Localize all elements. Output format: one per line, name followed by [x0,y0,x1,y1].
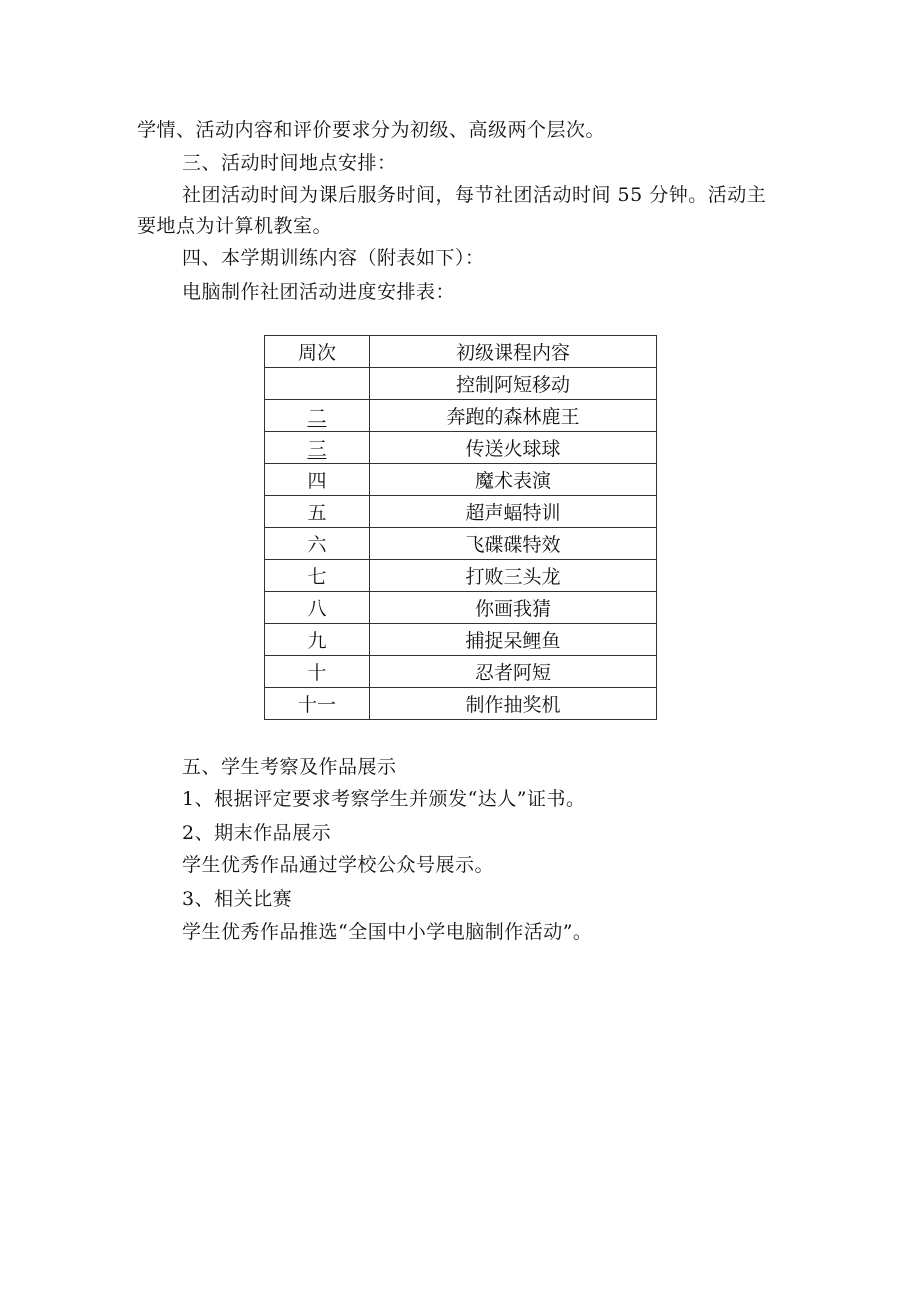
week-cell: 八 [265,592,370,624]
paragraph-time-line2: 要地点为计算机教室。 [137,215,333,237]
section-3-heading: 三、活动时间地点安排： [182,152,397,174]
content-cell: 奔跑的森林鹿王 [370,400,657,432]
week-cell: 五 [265,496,370,528]
table-caption: 电脑制作社团活动进度安排表： [182,281,456,303]
content-cell: 传送火球球 [370,432,657,464]
schedule-table [264,335,657,720]
paragraph-levels: 学情、活动内容和评价要求分为初级、高级两个层次。 [137,119,606,141]
week-cell [265,368,370,400]
content-cell: 捕捉呆鲤鱼 [370,624,657,656]
section-5-item-3-text: 学生优秀作品推选“全国中小学电脑制作活动”。 [182,921,593,943]
content-cell: 你画我猜 [370,592,657,624]
week-cell: 四 [265,464,370,496]
week-cell: 六 [265,528,370,560]
header-content: 初级课程内容 [370,336,657,368]
section-5-item-2-text: 学生优秀作品通过学校公众号展示。 [182,854,495,876]
week-cell: 九 [265,624,370,656]
table-row [265,688,657,720]
table-row [265,528,657,560]
content-cell: 超声蝠特训 [370,496,657,528]
table-row [265,368,657,400]
section-5-item-3: 3、相关比赛 [182,888,293,910]
table-row [265,400,657,432]
table-header-row [265,336,657,368]
table-row [265,464,657,496]
week-cell: 十 [265,656,370,688]
section-5-heading: 五、学生考察及作品展示 [182,756,397,778]
table-row [265,592,657,624]
content-cell: 魔术表演 [370,464,657,496]
table-row [265,624,657,656]
section-5-item-1: 1、根据评定要求考察学生并颁发“达人”证书。 [182,788,586,810]
section-5-item-2: 2、期末作品展示 [182,822,332,844]
table-row [265,656,657,688]
content-cell: 制作抽奖机 [370,688,657,720]
week-cell: 十一 [265,688,370,720]
header-week: 周次 [265,336,370,368]
week-cell: 二 [265,400,370,432]
table-row [265,496,657,528]
table-row [265,560,657,592]
table-row [265,432,657,464]
paragraph-time-line1: 社团活动时间为课后服务时间，每节社团活动时间 55 分钟。活动主 [182,184,767,206]
content-cell: 飞碟碟特效 [370,528,657,560]
content-cell: 忍者阿短 [370,656,657,688]
week-cell: 三 [265,432,370,464]
section-4-heading: 四、本学期训练内容（附表如下）： [182,247,485,269]
content-cell: 控制阿短移动 [370,368,657,400]
content-cell: 打败三头龙 [370,560,657,592]
week-cell: 七 [265,560,370,592]
